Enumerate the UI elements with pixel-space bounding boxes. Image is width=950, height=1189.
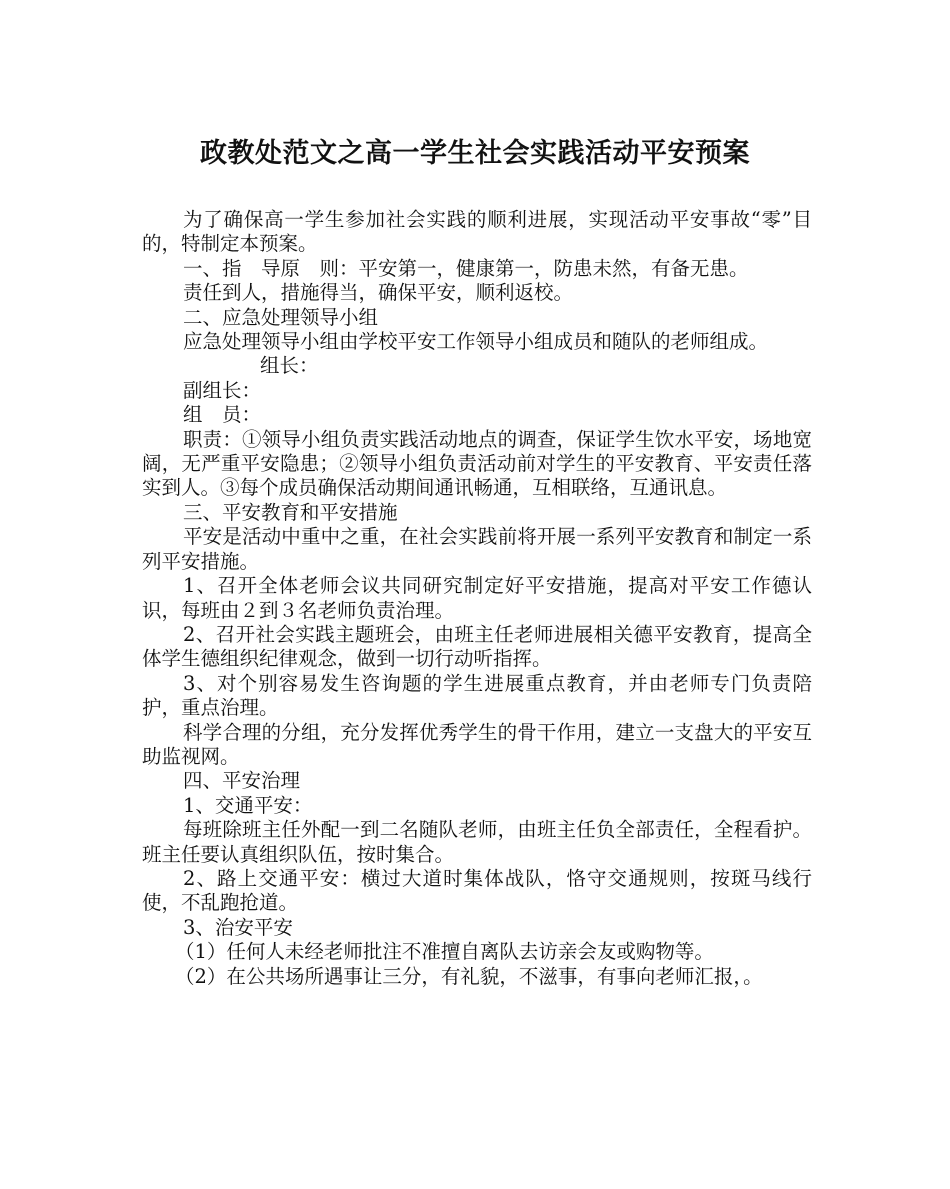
section-3-text: 平安是活动中重中之重，在社会实践前将开展一系列平安教育和制定一系列平安措施。 bbox=[142, 525, 812, 573]
public-order-item-2: （2）在公共场所遇事让三分，有礼貌，不滋事，有事向老师汇报，。 bbox=[175, 964, 763, 988]
section-3-item-3: 3、对个别容易发生咨询题的学生进展重点教育，并由老师专门负责陪护，重点治理。 bbox=[142, 671, 812, 720]
section-4-heading: 四、平安治理 bbox=[183, 769, 301, 793]
document-body bbox=[142, 208, 812, 989]
deputy-leader-line: 副组长： bbox=[183, 378, 262, 402]
duties-paragraph: 职责：①领导小组负责实践活动地点的调查，保证学生饮水平安，场地宽阔，无严重平安隐患；②领导小组负责活动前对学生的平安教育、平安责任落实到人。③每个成员确保活动期间通讯畅通，互相联络，互通讯息。 bbox=[142, 427, 812, 500]
document-title: 政教处范文之高一学生社会实践活动平安预案 bbox=[200, 138, 750, 169]
intro-paragraph: 为了确保高一学生参加社会实践的顺利进展，实现活动平安事故“零”目的，特制定本预案。 bbox=[142, 208, 812, 256]
section-3-heading: 三、平安教育和平安措施 bbox=[183, 500, 398, 524]
members-line: 组 员： bbox=[183, 403, 262, 427]
section-1-text: 责任到人，措施得当，确保平安，顺利返校。 bbox=[183, 281, 574, 305]
road-traffic-text: 2、路上交通平安：横过大道时集体战队，恪守交通规则，按斑马线行使，不乱跑抢道。 bbox=[142, 866, 812, 915]
section-2-heading: 二、应急处理领导小组 bbox=[183, 305, 379, 329]
traffic-text: 每班除班主任外配一到二名随队老师，由班主任负全部责任，全程看护。班主任要认真组织队伍，按时集合。 bbox=[142, 818, 812, 866]
public-order-item-1: （1）任何人未经老师批注不准擅自离队去访亲会友或购物等。 bbox=[175, 940, 714, 964]
leader-line: 组长： bbox=[260, 354, 319, 378]
traffic-heading: 1、交通平安： bbox=[183, 793, 313, 817]
public-order-heading: 3、治安平安 bbox=[183, 915, 293, 939]
section-3-grouping: 科学合理的分组，充分发挥优秀学生的骨干作用，建立一支盘大的平安互助监视网。 bbox=[142, 720, 812, 768]
section-3-item-1: 1、召开全体老师会议共同研究制定好平安措施，提高对平安工作德认识，每班由２到３名老师负责治理。 bbox=[142, 574, 812, 622]
section-2-text: 应急处理领导小组由学校平安工作领导小组成员和随队的老师组成。 bbox=[183, 330, 769, 354]
section-3-item-2: 2、召开社会实践主题班会，由班主任老师进展相关德平安教育，提高全体学生德组织纪律观念，做到一切行动听指挥。 bbox=[142, 622, 812, 671]
section-1-heading: 一、指 导原 则：平安第一，健康第一，防患未然，有备无患。 bbox=[183, 256, 749, 280]
